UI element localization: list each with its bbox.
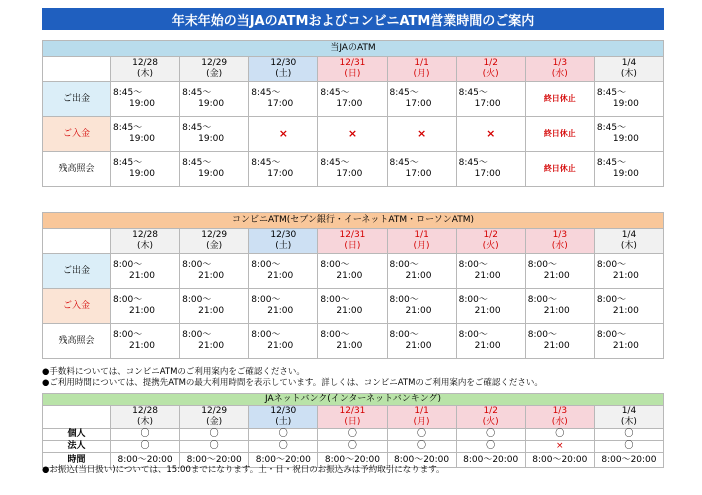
ja-atm-table: [42, 40, 664, 187]
closed-all-day-label: 終日休止: [543, 94, 576, 103]
date-label: 1/3: [552, 406, 568, 416]
date-header-cell: [594, 406, 663, 429]
open-time: 8:00～: [251, 260, 281, 270]
close-time: 21:00: [129, 306, 155, 316]
status-cell: 8:00～20:00: [318, 453, 387, 468]
close-time: 21:00: [543, 306, 570, 316]
close-time: 21:00: [474, 306, 501, 316]
row-label: ご入金: [43, 289, 111, 324]
day-of-week-label: (金): [206, 417, 223, 427]
cross-mark: ×: [278, 126, 288, 140]
open-time: 8:45～: [389, 88, 419, 98]
close-time: 21:00: [267, 271, 294, 281]
time-cell: [180, 82, 249, 117]
conv-atm-header: コンビニATM(セブン銀行・イーネットATM・ローソンATM): [43, 213, 664, 229]
unavailable-cell: [249, 117, 318, 152]
date-header-cell: [594, 57, 663, 82]
time-cell: [525, 254, 594, 289]
open-time: 8:00～: [182, 295, 212, 305]
date-label: 12/28: [132, 58, 159, 68]
day-of-week-label: (木): [620, 241, 637, 251]
time-cell: [594, 289, 663, 324]
close-time: 17:00: [474, 99, 501, 109]
date-label: 1/4: [621, 230, 637, 240]
status-cell: 8:00～20:00: [456, 453, 525, 468]
close-time: 17:00: [405, 169, 432, 179]
date-label: 1/4: [621, 58, 637, 68]
closed-all-day-label: 終日休止: [543, 164, 576, 173]
note-line: [42, 378, 543, 389]
date-label: 1/1: [414, 406, 429, 416]
netbank-notes: [42, 465, 445, 476]
date-header-cell: [594, 229, 663, 254]
status-cell: 〇: [249, 441, 318, 453]
day-of-week-label: (金): [206, 69, 223, 79]
time-cell: [594, 254, 663, 289]
close-time: 21:00: [612, 271, 639, 281]
open-time: 8:00～: [389, 260, 419, 270]
close-time: 21:00: [474, 271, 501, 281]
close-time: 21:00: [336, 306, 363, 316]
status-cell: 〇: [387, 441, 456, 453]
day-of-week-label: (木): [137, 417, 154, 427]
date-header-cell: [249, 57, 318, 82]
table-row: [43, 82, 664, 117]
day-of-week-label: (水): [551, 417, 568, 427]
time-cell: [249, 152, 318, 187]
time-cell: [387, 254, 456, 289]
date-header-cell: [111, 57, 180, 82]
close-time: 21:00: [474, 341, 501, 351]
row-label: 時間: [43, 453, 111, 468]
close-time: 19:00: [198, 99, 225, 109]
time-cell: [111, 324, 180, 359]
open-time: 8:45～: [182, 123, 212, 133]
time-cell: [180, 324, 249, 359]
date-header-cell: [180, 406, 249, 429]
time-cell: [387, 289, 456, 324]
date-header-cell: [318, 406, 387, 429]
closed-cell: [525, 82, 594, 117]
date-label: 1/2: [483, 230, 498, 240]
time-cell: [249, 82, 318, 117]
status-cell: 8:00～20:00: [387, 453, 456, 468]
table-row: [43, 254, 664, 289]
closed-cell: [525, 152, 594, 187]
close-time: 17:00: [336, 169, 363, 179]
close-time: 17:00: [474, 169, 501, 179]
time-cell: [318, 324, 387, 359]
table-row: [43, 429, 664, 441]
date-header-row: [43, 229, 664, 254]
ja-atm-header: 当JAのATM: [43, 41, 664, 57]
open-time: 8:45～: [596, 88, 627, 98]
close-time: 17:00: [267, 99, 294, 109]
date-header-cell: [180, 229, 249, 254]
open-time: 8:45～: [182, 158, 212, 168]
netbank-header: JAネットバンク(インターネットバンキング): [43, 394, 664, 406]
open-time: 8:00～: [251, 330, 281, 340]
open-time: 8:00～: [458, 260, 488, 270]
open-time: 8:45～: [113, 123, 143, 133]
table-row: [43, 117, 664, 152]
open-time: 8:00～: [527, 330, 557, 340]
close-time: 17:00: [405, 99, 432, 109]
date-header-cell: [249, 229, 318, 254]
status-cell: 〇: [456, 441, 525, 453]
time-cell: [318, 152, 387, 187]
close-time: 21:00: [129, 271, 155, 281]
open-time: 8:00～: [113, 330, 143, 340]
date-label: 1/2: [483, 58, 498, 68]
date-header-cell: [249, 406, 318, 429]
open-time: 8:00～: [182, 330, 212, 340]
close-time: 19:00: [612, 169, 639, 179]
date-label: 12/30: [270, 58, 297, 68]
day-of-week-label: (木): [620, 69, 637, 79]
time-cell: [249, 289, 318, 324]
table-row: [43, 152, 664, 187]
date-label: 12/31: [339, 406, 366, 416]
time-cell: [111, 82, 180, 117]
date-header-row: [43, 57, 664, 82]
status-cell: 〇: [387, 429, 456, 441]
day-of-week-label: (火): [482, 241, 499, 251]
day-of-week-label: (月): [413, 69, 430, 79]
status-cell: 8:00～20:00: [594, 453, 663, 468]
close-time: 21:00: [543, 271, 570, 281]
open-time: 8:45～: [596, 123, 627, 133]
status-cell: 〇: [180, 429, 249, 441]
close-time: 21:00: [129, 341, 155, 351]
close-time: 21:00: [198, 341, 225, 351]
open-time: 8:00～: [458, 295, 488, 305]
time-cell: [387, 152, 456, 187]
open-time: 8:00～: [596, 295, 627, 305]
close-time: 19:00: [129, 99, 155, 109]
date-header-cell: [456, 57, 525, 82]
open-time: 8:45～: [251, 158, 281, 168]
status-cell: ×: [525, 441, 594, 453]
day-of-week-label: (月): [413, 417, 430, 427]
day-of-week-label: (土): [275, 417, 292, 427]
open-time: 8:45～: [458, 158, 488, 168]
time-cell: [111, 117, 180, 152]
close-time: 21:00: [267, 341, 294, 351]
close-time: 21:00: [612, 341, 639, 351]
close-time: 21:00: [405, 306, 432, 316]
day-of-week-label: (水): [551, 241, 568, 251]
date-header-cell: [318, 229, 387, 254]
date-header-cell: [387, 229, 456, 254]
day-of-week-label: (火): [482, 69, 499, 79]
open-time: 8:45～: [320, 88, 350, 98]
time-cell: [594, 152, 663, 187]
date-label: 12/28: [132, 406, 159, 416]
open-time: 8:45～: [320, 158, 350, 168]
unavailable-cell: [456, 117, 525, 152]
unavailable-cell: [387, 117, 456, 152]
time-cell: [594, 82, 663, 117]
close-time: 19:00: [129, 169, 155, 179]
row-label: 残高照会: [43, 152, 111, 187]
time-cell: [318, 289, 387, 324]
corner-cell: [43, 57, 111, 82]
date-label: 1/1: [414, 58, 429, 68]
open-time: 8:00～: [320, 260, 350, 270]
open-time: 8:00～: [596, 260, 627, 270]
status-cell: 〇: [525, 429, 594, 441]
row-label: 個人: [43, 429, 111, 441]
date-label: 12/31: [339, 58, 366, 68]
date-header-cell: [318, 57, 387, 82]
close-time: 21:00: [267, 306, 294, 316]
date-label: 12/29: [201, 230, 228, 240]
table-row: [43, 324, 664, 359]
time-cell: [525, 289, 594, 324]
time-cell: [111, 152, 180, 187]
netbank-table: [42, 393, 664, 468]
date-label: 12/30: [270, 230, 297, 240]
date-header-cell: [525, 229, 594, 254]
open-time: 8:00～: [320, 295, 350, 305]
day-of-week-label: (火): [482, 417, 499, 427]
date-header-cell: [456, 406, 525, 429]
date-label: 12/28: [132, 230, 159, 240]
close-time: 19:00: [129, 134, 155, 144]
closed-cell: [525, 117, 594, 152]
status-cell: 〇: [594, 429, 663, 441]
open-time: 8:00～: [389, 330, 419, 340]
date-label: 1/4: [621, 406, 637, 416]
row-label: ご入金: [43, 117, 111, 152]
date-header-cell: [456, 229, 525, 254]
note-line: [42, 367, 543, 378]
open-time: 8:00～: [113, 260, 143, 270]
open-time: 8:45～: [251, 88, 281, 98]
close-time: 21:00: [336, 271, 363, 281]
day-of-week-label: (月): [413, 241, 430, 251]
date-header-cell: [387, 57, 456, 82]
status-cell: 8:00～20:00: [180, 453, 249, 468]
open-time: 8:00～: [596, 330, 627, 340]
open-time: 8:45～: [389, 158, 419, 168]
status-cell: 〇: [111, 441, 180, 453]
time-cell: [180, 254, 249, 289]
close-time: 19:00: [612, 134, 639, 144]
day-of-week-label: (日): [344, 69, 361, 79]
note-text: ●ご利用時間については、提携先ATMの最大利用時間を表示しています。詳しくは、コンビニATMのご利用案内をご確認ください。: [42, 378, 543, 388]
status-cell: 〇: [594, 441, 663, 453]
date-header-cell: [111, 406, 180, 429]
open-time: 8:00～: [527, 295, 557, 305]
time-cell: [594, 324, 663, 359]
time-cell: [456, 152, 525, 187]
status-cell: 〇: [180, 441, 249, 453]
date-label: 1/2: [483, 406, 498, 416]
day-of-week-label: (日): [344, 417, 361, 427]
day-of-week-label: (金): [206, 241, 223, 251]
table-row: [43, 441, 664, 453]
row-label: ご出金: [43, 254, 111, 289]
note-text: ●手数料については、コンビニATMのご利用案内をご確認ください。: [42, 367, 305, 377]
status-cell: 〇: [318, 441, 387, 453]
note-text: ●お振込(当日扱い)については、15:00までになります。土・日・祝日のお振込みは予約取引になります。: [42, 465, 445, 475]
close-time: 19:00: [612, 99, 639, 109]
day-of-week-label: (土): [275, 241, 292, 251]
conv-atm-table: [42, 212, 664, 359]
row-label: ご出金: [43, 82, 111, 117]
open-time: 8:00～: [458, 330, 488, 340]
time-cell: [111, 254, 180, 289]
close-time: 17:00: [336, 99, 363, 109]
status-cell: 8:00～20:00: [525, 453, 594, 468]
open-time: 8:45～: [182, 88, 212, 98]
date-label: 1/1: [414, 230, 429, 240]
status-cell: 〇: [456, 429, 525, 441]
atm-notes: [42, 367, 543, 389]
date-header-cell: [387, 406, 456, 429]
time-cell: [387, 82, 456, 117]
date-label: 1/3: [552, 58, 568, 68]
date-header-cell: [525, 57, 594, 82]
day-of-week-label: (日): [344, 241, 361, 251]
cross-mark: ×: [347, 126, 358, 140]
open-time: 8:00～: [527, 260, 557, 270]
time-cell: [387, 324, 456, 359]
cross-mark: ×: [416, 126, 427, 140]
status-cell: 〇: [111, 429, 180, 441]
close-time: 19:00: [198, 169, 225, 179]
row-label: 法人: [43, 441, 111, 453]
date-label: 12/29: [201, 406, 228, 416]
day-of-week-label: (木): [137, 69, 154, 79]
time-cell: [249, 324, 318, 359]
date-label: 1/3: [552, 230, 568, 240]
open-time: 8:00～: [389, 295, 419, 305]
closed-all-day-label: 終日休止: [543, 129, 576, 138]
date-header-cell: [525, 406, 594, 429]
open-time: 8:00～: [182, 260, 212, 270]
day-of-week-label: (木): [620, 417, 637, 427]
table-row: [43, 289, 664, 324]
time-cell: [456, 82, 525, 117]
open-time: 8:45～: [596, 158, 627, 168]
date-header-cell: [111, 229, 180, 254]
time-cell: [249, 254, 318, 289]
open-time: 8:00～: [251, 295, 281, 305]
time-cell: [318, 254, 387, 289]
date-label: 12/30: [270, 406, 297, 416]
open-time: 8:45～: [458, 88, 488, 98]
date-label: 12/31: [339, 230, 366, 240]
close-time: 21:00: [543, 341, 570, 351]
status-cell: 8:00～20:00: [249, 453, 318, 468]
time-cell: [456, 289, 525, 324]
time-cell: [456, 254, 525, 289]
row-label: 残高照会: [43, 324, 111, 359]
time-cell: [180, 289, 249, 324]
close-time: 19:00: [198, 134, 225, 144]
corner-cell: [43, 229, 111, 254]
close-time: 21:00: [405, 341, 432, 351]
day-of-week-label: (水): [551, 69, 568, 79]
page-title: 年末年始の当JAのATMおよびコンビニATM営業時間のご案内: [42, 8, 664, 30]
open-time: 8:00～: [113, 295, 143, 305]
time-cell: [111, 289, 180, 324]
corner-cell: [43, 406, 111, 429]
day-of-week-label: (土): [275, 69, 292, 79]
status-cell: 〇: [318, 429, 387, 441]
cross-mark: ×: [486, 126, 496, 140]
time-cell: [180, 152, 249, 187]
time-cell: [456, 324, 525, 359]
unavailable-cell: [318, 117, 387, 152]
date-label: 12/29: [201, 58, 228, 68]
time-cell: [180, 117, 249, 152]
close-time: 21:00: [405, 271, 432, 281]
date-header-row: [43, 406, 664, 429]
close-time: 17:00: [267, 169, 294, 179]
time-cell: [594, 117, 663, 152]
close-time: 21:00: [198, 271, 225, 281]
open-time: 8:45～: [113, 158, 143, 168]
open-time: 8:00～: [320, 330, 350, 340]
day-of-week-label: (木): [137, 241, 154, 251]
close-time: 21:00: [198, 306, 225, 316]
close-time: 21:00: [612, 306, 639, 316]
status-cell: 〇: [249, 429, 318, 441]
status-cell: 8:00～20:00: [111, 453, 180, 468]
date-header-cell: [180, 57, 249, 82]
time-cell: [318, 82, 387, 117]
time-cell: [525, 324, 594, 359]
note-line: [42, 465, 445, 476]
close-time: 21:00: [336, 341, 363, 351]
open-time: 8:45～: [113, 88, 143, 98]
